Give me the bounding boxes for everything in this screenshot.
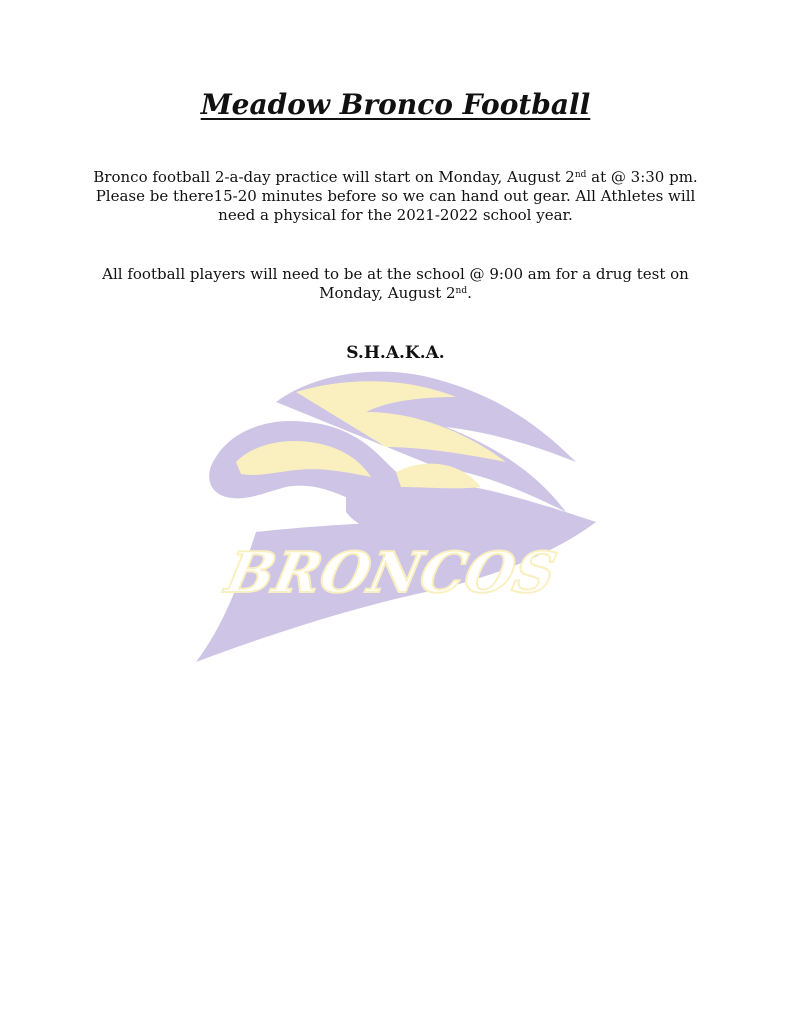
drug-test-text-end: . — [467, 284, 472, 302]
practice-info-text-end: at @ 3:30 pm. Please be there15-20 minutes before so we can hand out gear. All Athletes will need a physical for the 2021-2022 school year. — [95, 168, 698, 224]
ordinal-suffix: nd — [574, 170, 587, 180]
bronco-horse-head-logo-icon — [196, 362, 596, 662]
broncos-wordmark: BRONCOS — [220, 540, 562, 606]
motto-text: S.H.A.K.A. — [346, 343, 445, 363]
practice-info-text-start: Bronco football 2-a-day practice will start on Monday, August 2 — [93, 168, 575, 186]
practice-info-paragraph — [90, 168, 701, 225]
page-title: Meadow Bronco Football — [200, 88, 591, 121]
ordinal-suffix: nd — [455, 286, 468, 296]
drug-test-paragraph — [90, 265, 701, 303]
drug-test-text-start: All football players will need to be at the school @ 9:00 am for a drug test on Monday, August 2 — [102, 265, 689, 302]
